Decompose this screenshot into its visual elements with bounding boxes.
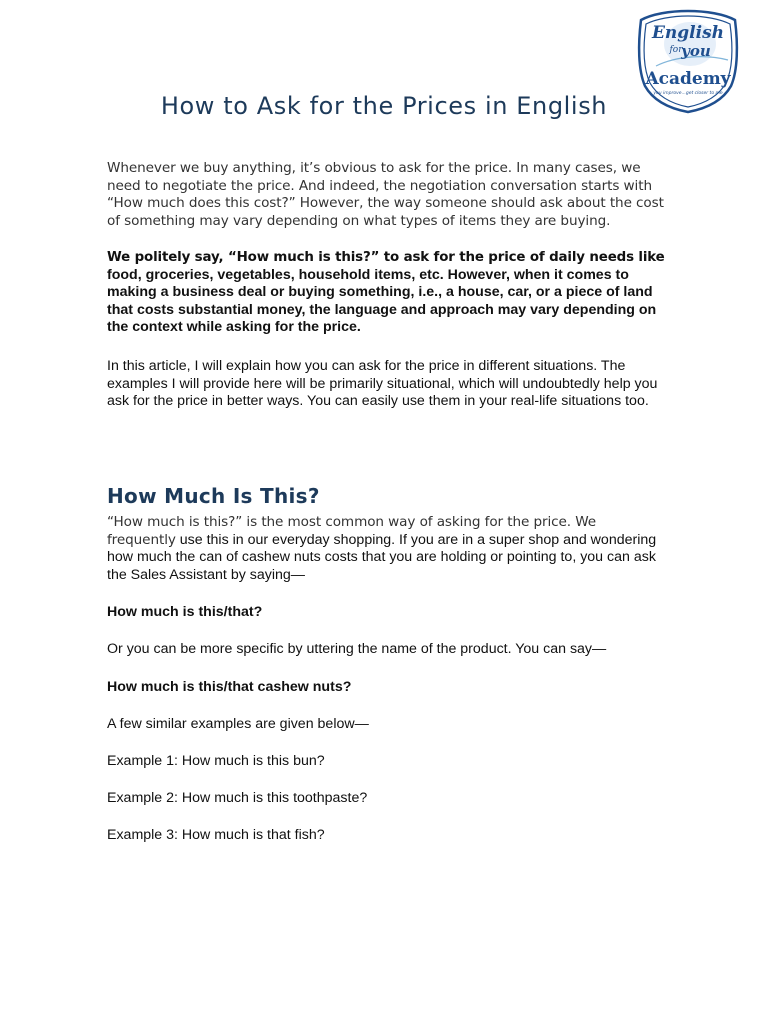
section-heading: How Much Is This? (107, 484, 320, 508)
page-title: How to Ask for the Prices in English (160, 92, 608, 120)
logo-line4: Academy (645, 69, 731, 89)
section-paragraph-1-lead: “How much is this?” is the most common way of asking for the price. We frequently (107, 514, 597, 548)
intro-paragraph-2 (107, 249, 667, 337)
phrase-this-that: How much is this/that? (107, 604, 263, 620)
example-item: Example 3: How much is that fish? (107, 827, 325, 843)
intro-paragraph-2-lead: We politely say, “How much is this?” to ask for the price of daily needs like (107, 250, 665, 265)
logo-line1: English (651, 23, 725, 43)
examples-intro: A few similar examples are given below— (107, 716, 369, 732)
logo-tagline: you improve...get closer to me (653, 91, 723, 96)
specific-line: Or you can be more specific by uttering the name of the product. You can say— (107, 641, 607, 657)
logo-line3: you (681, 42, 711, 60)
intro-paragraph-2-rest: food, groceries, vegetables, household items, etc. However, when it comes to making a business deal or buying something, i.e., a house, car, or a piece of land that costs substantial money, the language and approach may vary depending on the context while asking for the price. (107, 266, 657, 336)
logo-line2: for (669, 45, 683, 55)
phrase-cashew-nuts: How much is this/that cashew nuts? (107, 679, 352, 695)
example-item: Example 1: How much is this bun? (107, 753, 325, 769)
intro-paragraph-3: In this article, I will explain how you can ask for the price in different situations. The examples I will provide here will be primarily situational, which will undoubtedly help you ask for the price in better ways. You can easily use them in your real-life situations too. (107, 358, 658, 410)
example-item: Example 2: How much is this toothpaste? (107, 790, 368, 806)
section-paragraph-1-rest: use this in our everyday shopping. If you are in a super shop and wondering how much the can of cashew nuts costs that you are holding or pointing to, you can ask the Sales Assistant by saying— (107, 531, 657, 583)
intro-paragraph-1: Whenever we buy anything, it’s obvious to ask for the price. In many cases, we need to negotiate the price. And indeed, the negotiation conversation starts with “How much does this cost?” However, the way someone should ask about the cost of something may vary depending on what types of items they are buying. (107, 160, 664, 229)
section-paragraph-1 (107, 514, 667, 584)
